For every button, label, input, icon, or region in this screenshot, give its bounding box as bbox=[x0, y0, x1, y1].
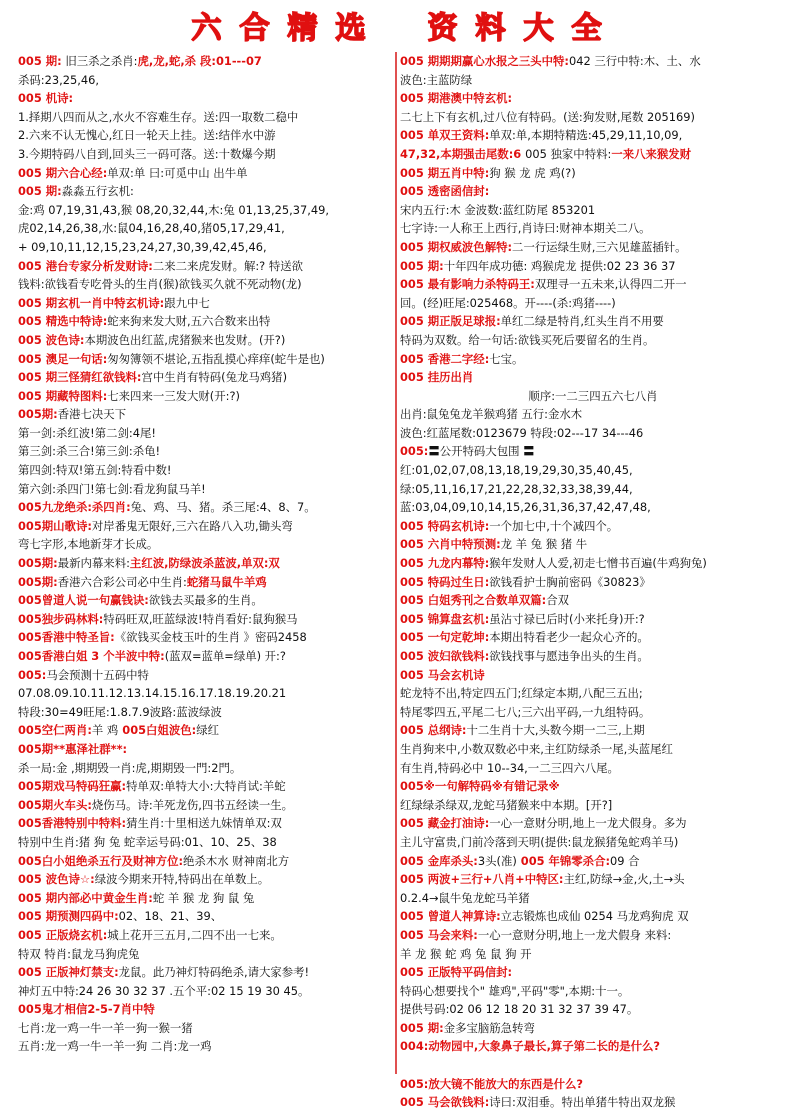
line-label: 主儿守富贵,门前冷落到天明(提供:鼠龙猴猪兔蛇鸡羊马) bbox=[400, 834, 679, 849]
line-text: 单双:单,本期特精选:45,29,11,10,09, bbox=[489, 128, 683, 143]
text-line bbox=[400, 442, 786, 461]
right-column bbox=[400, 52, 786, 1112]
line-text: 淼淼五行玄机: bbox=[61, 184, 134, 199]
text-line bbox=[18, 535, 392, 554]
line-label: 特别中生肖:猪 狗 兔 蛇幸运号码:01、10、25、38 bbox=[18, 834, 277, 849]
line-label: 005 单双王资料: bbox=[400, 128, 490, 143]
text-line bbox=[18, 1037, 392, 1056]
text-line bbox=[400, 814, 786, 833]
line-text: (蓝双=蓝单=绿单) 开:? bbox=[164, 649, 286, 663]
line-label: 钱料:欲钱看专吃骨头的生肖(猴)欲钱买久就不死动物(龙) bbox=[18, 277, 302, 292]
line-text: 猜生肖:十里相送九妹情单双:双 bbox=[126, 816, 282, 831]
line-text: 蛇来狗来发大财,五六合数来出特 bbox=[107, 314, 271, 329]
line-text: 《欲钱买金枝玉叶的生肖 》密码2458 bbox=[114, 630, 307, 645]
text-line bbox=[400, 740, 786, 759]
line-label: 005 马会来料: bbox=[400, 927, 478, 942]
line-text: 香港七决天下 bbox=[57, 407, 127, 422]
text-line bbox=[400, 945, 786, 964]
line-label: 005 锦算盘玄机: bbox=[400, 611, 490, 626]
text-line bbox=[400, 424, 786, 443]
line-text: 匆匆簿领不堪论,五指乱摸心痒痒(蛇牛是也) bbox=[107, 351, 325, 366]
text-line bbox=[18, 1019, 392, 1038]
text-line bbox=[18, 201, 392, 220]
line-label: 特码心想要找个" 雄鸡",平码"零",本期:十一。 bbox=[400, 983, 630, 998]
text-line bbox=[400, 1000, 786, 1019]
line-text: 二来二来虎发财。解:? 特送欲 bbox=[152, 258, 304, 273]
line-label: 005白小姐绝杀五行及财神方位: bbox=[18, 853, 184, 868]
line-label: 005 期六合心经: bbox=[18, 165, 108, 180]
line-label: 特段:30=49旺尾:1.8.7.9波路:蓝波绿波 bbox=[18, 704, 222, 719]
line-label: 005 波妇欲钱料: bbox=[400, 649, 490, 663]
text-line bbox=[400, 350, 786, 369]
title-char: 选 bbox=[335, 11, 366, 46]
text-line bbox=[18, 963, 392, 982]
text-line bbox=[18, 275, 392, 294]
text-line bbox=[400, 721, 786, 740]
text-line bbox=[18, 368, 392, 387]
line-text: 七来四来一三发大财(开:?) bbox=[107, 388, 240, 403]
line-label: 七肖:龙一鸡一牛一羊一狗一猴一猪 bbox=[18, 1020, 193, 1035]
line-label: 宋内五行:木 金波数:蓝红防尾 853201 bbox=[400, 202, 596, 217]
text-line bbox=[400, 535, 786, 554]
text-line bbox=[400, 71, 786, 90]
line-label: 005 最有影响力杀特码王: bbox=[400, 277, 535, 292]
line-text: 单红二绿是特肖,红头生肖不用要 bbox=[500, 314, 664, 329]
line-text: 005 独家中特料: bbox=[525, 146, 612, 161]
text-line bbox=[18, 126, 392, 145]
text-line bbox=[18, 424, 392, 443]
line-label: 特码为双数。给一句话:欲钱买死后要留名的生肖。 bbox=[400, 332, 655, 347]
line-label: 第一剑:杀红波!第二剑:4尾! bbox=[18, 425, 156, 440]
line-label: 005 期: bbox=[18, 54, 62, 68]
line-label: 顺序:一二三四五六七八肖 bbox=[528, 388, 658, 403]
line-label: 005香港中特圣旨: bbox=[18, 630, 115, 645]
line-text: 虽沾寸禄已后时(小来托身)开:? bbox=[489, 611, 645, 626]
line-label: 005空仁两肖: bbox=[18, 723, 92, 738]
text-line bbox=[18, 628, 392, 647]
text-line bbox=[18, 89, 392, 108]
line-label: 红:01,02,07,08,13,18,19,29,30,35,40,45, bbox=[400, 463, 633, 478]
title-char: 全 bbox=[571, 11, 602, 46]
text-line bbox=[18, 684, 392, 703]
line-label: 金:鸡 07,19,31,43,猴 08,20,32,44,木:兔 01,13,25,37,49, bbox=[18, 202, 329, 217]
text-line bbox=[18, 387, 392, 406]
line-label: 005期: bbox=[18, 407, 58, 422]
line-text: 绿红 bbox=[196, 723, 219, 738]
line-label: 005 港台专家分析发财诗: bbox=[18, 258, 153, 273]
line-label: 提供号码:02 06 12 18 20 31 32 37 39 47。 bbox=[400, 1002, 639, 1017]
text-line bbox=[18, 945, 392, 964]
line-label: 005 期正版足球报: bbox=[400, 314, 501, 329]
line-text: 十年四年成功德: 鸡猴虎龙 提供:02 23 36 37 bbox=[443, 258, 676, 273]
text-line bbox=[18, 591, 392, 610]
text-line bbox=[400, 628, 786, 647]
line-label: 005 期: bbox=[18, 184, 62, 199]
title-char: 料 bbox=[475, 11, 506, 46]
line-label: + 09,10,11,12,15,23,24,27,30,39,42,45,46, bbox=[18, 239, 267, 254]
line-label: 005 澳足一句话: bbox=[18, 351, 108, 366]
text-line bbox=[400, 759, 786, 778]
line-label: 神灯五中特:24 26 30 32 37 .五个平:02 15 19 30 45。 bbox=[18, 983, 310, 998]
title-char: 精 bbox=[287, 11, 318, 46]
line-text: 欲钱找事与愿违争出头的生肖。 bbox=[489, 649, 649, 663]
text-line bbox=[18, 257, 392, 276]
line-label: 特尾零四五,平尾二七八;三六出平码,一九组特码。 bbox=[400, 704, 651, 719]
text-line bbox=[400, 870, 786, 889]
line-text: 城上花开三五月,二四不出一七来。 bbox=[107, 927, 282, 942]
line-label: 005:放大镜不能放大的东西是什么? bbox=[400, 1076, 584, 1091]
text-line bbox=[400, 275, 786, 294]
line-text: 跟九中七 bbox=[164, 295, 210, 310]
line-label: 005 九龙内幕特: bbox=[400, 556, 490, 571]
line-label: 虎,龙,蛇,杀 段:01---07 bbox=[137, 54, 262, 68]
line-text: 3头(准) bbox=[477, 853, 517, 868]
line-text: 主红,防绿→金,火,土→头 bbox=[563, 872, 685, 887]
line-text: 蛇 羊 猴 龙 狗 鼠 兔 bbox=[152, 890, 255, 905]
text-line bbox=[18, 740, 392, 759]
title-char: 大 bbox=[523, 11, 554, 46]
line-label: 005 正版神灯禁支: bbox=[18, 965, 119, 980]
title-gap bbox=[380, 6, 414, 50]
text-line bbox=[400, 368, 786, 387]
line-label: 005 香港二字经: bbox=[400, 351, 490, 366]
line-label: 蓝:03,04,09,10,14,15,26,31,36,37,42,47,48, bbox=[400, 500, 651, 515]
line-label: 005曾道人说一句赢钱诀: bbox=[18, 593, 149, 608]
line-label: 005期戏马特码狂赢: bbox=[18, 779, 127, 794]
line-label: 005 精选中特诗: bbox=[18, 314, 108, 329]
line-label: 004:动物园中,大象鼻子最长,算子第二长的是什么? bbox=[400, 1039, 661, 1054]
line-label: 005 一句定乾坤: bbox=[400, 630, 490, 645]
line-text: 诗曰:双泪垂。特出单猪牛特出双龙猴 bbox=[489, 1095, 676, 1110]
line-text: 猴年发财人人爱,初走七憎书百遍(牛鸡狗兔) bbox=[489, 556, 707, 571]
line-label: 005 曾道人神算诗: bbox=[400, 909, 501, 924]
line-label: 005 期权威波色解特: bbox=[400, 239, 513, 254]
text-line bbox=[400, 926, 786, 945]
text-line bbox=[18, 554, 392, 573]
line-label: 005 期预测四码中: bbox=[18, 909, 119, 924]
text-line bbox=[18, 108, 392, 127]
line-label: 005 透密函信封: bbox=[400, 184, 490, 199]
text-line bbox=[400, 201, 786, 220]
line-text: 马会预测十五码中特 bbox=[46, 667, 149, 682]
line-label: 005 年锦零杀合: bbox=[516, 853, 611, 868]
line-text: 双理寻一五未来,认得四二开一 bbox=[534, 277, 687, 292]
text-line bbox=[400, 982, 786, 1001]
line-text: 香港六合彩公司必中生肖: bbox=[57, 574, 187, 589]
text-line bbox=[18, 721, 392, 740]
line-label: 005 期期期赢心水报之三头中特: bbox=[400, 54, 569, 68]
title-char: 资 bbox=[427, 11, 458, 46]
line-label: 0.2.4→鼠牛兔龙蛇马羊猪 bbox=[400, 890, 530, 905]
line-text: 立志锻炼也成仙 0254 马龙鸡狗虎 双 bbox=[500, 909, 689, 924]
line-text: 对岸番鬼无限好,三六在路八入功,锄头弯 bbox=[91, 518, 293, 533]
line-text: 二一行运绿生财,三六见雄蓝插针。 bbox=[512, 239, 687, 254]
line-text: 特码旺双,旺蓝绿波!特肖看好:鼠狗猴马 bbox=[103, 611, 298, 626]
text-line bbox=[18, 889, 392, 908]
text-line bbox=[400, 517, 786, 536]
text-line bbox=[400, 89, 786, 108]
text-line bbox=[400, 889, 786, 908]
text-line bbox=[400, 52, 786, 71]
line-label: 五肖:龙一鸡一牛一羊一狗 二肖:龙一鸡 bbox=[18, 1039, 212, 1054]
page-title bbox=[0, 6, 793, 50]
line-label: 005白姐波色: bbox=[118, 723, 197, 738]
line-text: 绝杀木水 财神南北方 bbox=[183, 853, 290, 868]
text-line bbox=[400, 591, 786, 610]
line-label: 005 马会玄机诗 bbox=[400, 667, 485, 682]
text-line bbox=[400, 907, 786, 926]
line-label: 005 期玄机一肖中特玄机诗: bbox=[18, 295, 165, 310]
title-char: 六 bbox=[191, 11, 222, 46]
text-line bbox=[400, 1056, 786, 1075]
text-line bbox=[18, 982, 392, 1001]
text-line bbox=[400, 1037, 786, 1056]
text-line bbox=[18, 442, 392, 461]
text-line bbox=[400, 294, 786, 313]
text-line bbox=[400, 666, 786, 685]
line-label: 二七上下有玄机,过八位有特码。(送:狗发财,尾数 205169) bbox=[400, 109, 695, 124]
text-line bbox=[18, 703, 392, 722]
column-divider bbox=[395, 52, 397, 1074]
line-label: 005 期内部必中黄金生肖: bbox=[18, 890, 153, 905]
line-label: 蛇猪马鼠牛羊鸡 bbox=[186, 574, 267, 589]
text-line bbox=[18, 71, 392, 90]
line-text: 七宝。 bbox=[489, 351, 524, 366]
line-label: 005独步码林料: bbox=[18, 611, 104, 626]
line-text: 合双 bbox=[546, 593, 570, 608]
line-label: 005 期三怪猜红欲钱料: bbox=[18, 370, 142, 385]
line-text: 一心一意财分明,地上一龙犬假身。多为 bbox=[489, 816, 687, 831]
text-line bbox=[18, 498, 392, 517]
line-label: 005 期五肖中特: bbox=[400, 165, 490, 180]
line-label: 回。(经)旺尾:025468。开----(杀:鸡猪----) bbox=[400, 295, 616, 310]
line-label: 弯七字形,本地新芽才长成。 bbox=[18, 537, 159, 552]
line-label: 07.08.09.10.11.12.13.14.15.16.17.18.19.20.21 bbox=[18, 686, 287, 701]
text-line bbox=[400, 703, 786, 722]
line-text: 羊 鸡 bbox=[91, 723, 119, 738]
text-line bbox=[18, 238, 392, 257]
line-label: 005香港白姐 3 个半波中特: bbox=[18, 649, 165, 663]
line-text: 旧三杀之杀肖: bbox=[61, 54, 138, 68]
line-text: 烧伤马。诗:羊死龙伤,四书五经读一生。 bbox=[91, 797, 294, 812]
text-line bbox=[18, 294, 392, 313]
line-label: 005期: bbox=[18, 574, 58, 589]
line-label: 005鬼才相信2-5-7肖中特 bbox=[18, 1002, 155, 1017]
line-label: 005期**惠泽社群**: bbox=[18, 741, 128, 756]
line-label: 第四剑:特双!第五剑:特看中数! bbox=[18, 463, 172, 478]
line-label: 005九龙绝杀:杀四肖: bbox=[18, 500, 131, 515]
line-label: 005 期港澳中特玄机: bbox=[400, 91, 513, 106]
title-char: 合 bbox=[239, 11, 270, 46]
line-text: 十二生肖十大,头数今期一二三,上期 bbox=[466, 723, 645, 738]
line-text: 龙鼠。此乃神灯特码绝杀,请大家参考! bbox=[118, 965, 310, 980]
line-label: 杀一局:金 ,期期毁一肖:虎,期期毁一門:2門。 bbox=[18, 760, 242, 775]
text-line bbox=[18, 777, 392, 796]
line-label: 七字诗:一人称王上西行,肖诗曰:财神本期关二八。 bbox=[400, 221, 651, 236]
line-text: 金多宝脑筋急转弯 bbox=[443, 1020, 535, 1035]
text-line bbox=[400, 219, 786, 238]
text-line bbox=[400, 238, 786, 257]
line-text: 本期波色出红蓝,虎猪猴来也发财。(开?) bbox=[84, 332, 286, 347]
line-text: 单双:单 曰:可觅中山 出牛单 bbox=[107, 165, 248, 180]
line-label: 生肖狗来中,小数双数必中来,主红防绿杀一尾,头蓝尾红 bbox=[400, 741, 673, 756]
line-label: 005 期藏特图料: bbox=[18, 388, 108, 403]
text-line bbox=[18, 312, 392, 331]
text-line bbox=[400, 777, 786, 796]
text-line bbox=[18, 796, 392, 815]
line-label: 005 波色诗: bbox=[18, 332, 85, 347]
line-label: 005 正版特平码信封: bbox=[400, 965, 513, 980]
text-line bbox=[400, 1019, 786, 1038]
line-label: 虎02,14,26,38,水:鼠04,16,28,40,猪05,17,29,41, bbox=[18, 221, 285, 236]
text-line bbox=[400, 963, 786, 982]
line-text: 欲钱去买最多的生肖。 bbox=[148, 593, 263, 608]
line-label: 47,32,本期强击尾数:6 bbox=[400, 146, 526, 161]
line-label: 005 挂历出肖 bbox=[400, 370, 474, 385]
line-label: 羊 龙 猴 蛇 鸡 兔 鼠 狗 开 bbox=[400, 946, 532, 961]
text-line bbox=[18, 1000, 392, 1019]
line-label: 一来八来猴发财 bbox=[611, 146, 692, 161]
text-line bbox=[400, 1075, 786, 1094]
text-line bbox=[400, 554, 786, 573]
text-line bbox=[18, 517, 392, 536]
text-line bbox=[18, 145, 392, 164]
line-label: 有生肖,特码必中 10--34,一二三四六八尾。 bbox=[400, 760, 619, 775]
text-line bbox=[18, 907, 392, 926]
text-line bbox=[18, 164, 392, 183]
text-line bbox=[400, 852, 786, 871]
text-line bbox=[18, 666, 392, 685]
line-label: 005 总纲诗: bbox=[400, 723, 467, 738]
line-label: 005※一句解特码※有错记录※ bbox=[400, 779, 560, 794]
line-label: 005期火车头: bbox=[18, 797, 92, 812]
line-label: 005: bbox=[400, 444, 429, 459]
line-label: 005 期: bbox=[400, 1020, 444, 1035]
line-text: 一心一意财分明,地上一龙犬假身 来料: bbox=[477, 927, 672, 942]
text-line bbox=[18, 833, 392, 852]
text-line bbox=[400, 498, 786, 517]
line-label: 005: bbox=[18, 667, 47, 682]
line-label: 005 白姐秀刊之合数单双篇: bbox=[400, 593, 547, 608]
line-text: 〓公开特码大包围 〓 bbox=[428, 444, 535, 459]
text-line bbox=[18, 647, 392, 666]
line-text: 本期出特看老少一起众心齐的。 bbox=[489, 630, 649, 645]
line-label: 005 正版烧玄机: bbox=[18, 927, 108, 942]
line-label: 2.六来不认无愧心,红日一轮天上挂。送:结伴水中游 bbox=[18, 128, 276, 143]
text-line bbox=[18, 461, 392, 480]
text-line bbox=[400, 647, 786, 666]
text-line bbox=[18, 926, 392, 945]
line-label: 005 马会欲钱料: bbox=[400, 1095, 490, 1110]
left-column bbox=[18, 52, 392, 1056]
line-label: 绿:05,11,16,17,21,22,28,32,33,38,39,44, bbox=[400, 481, 633, 496]
line-label: 005 金库杀头: bbox=[400, 853, 478, 868]
text-line bbox=[400, 312, 786, 331]
text-line bbox=[18, 350, 392, 369]
line-label: 第三剑:杀三合!第三剑:杀龟! bbox=[18, 444, 161, 459]
line-label: 红绿绿杀绿双,龙蛇马猪猴来中本期。[开?] bbox=[400, 797, 613, 812]
text-line bbox=[400, 610, 786, 629]
text-line bbox=[18, 573, 392, 592]
line-text: 09 合 bbox=[610, 853, 640, 868]
line-label: 005 特码玄机诗: bbox=[400, 518, 490, 533]
line-label: 005 机诗: bbox=[18, 91, 74, 106]
text-line bbox=[18, 405, 392, 424]
text-line bbox=[18, 870, 392, 889]
line-label: 005 六肖中特预测: bbox=[400, 537, 501, 552]
line-text: 欲钱看护士胸前密码《30823》 bbox=[489, 574, 651, 589]
text-line bbox=[18, 331, 392, 350]
line-label: 005 波色诗☆: bbox=[18, 872, 95, 887]
line-text: 兔、鸡、马、猪。杀三尾:4、8、7。 bbox=[130, 500, 316, 515]
line-text: 最新内幕来料: bbox=[57, 556, 130, 571]
line-label: 第六剑:杀四门!第七剑:看龙狗鼠马羊! bbox=[18, 481, 206, 496]
line-label: 1.择期八四而从之,水火不容难生存。送:四一取数二稳中 bbox=[18, 109, 299, 124]
text-line bbox=[400, 1093, 786, 1112]
text-line bbox=[400, 126, 786, 145]
line-label: 3.今期特码八自到,回头三一码可落。送:十数爆今期 bbox=[18, 146, 276, 161]
line-text: 狗 猴 龙 虎 鸡(?) bbox=[489, 165, 576, 180]
line-label: 005期山歌诗: bbox=[18, 518, 92, 533]
text-line bbox=[400, 331, 786, 350]
text-line bbox=[18, 52, 392, 71]
text-line bbox=[18, 852, 392, 871]
text-line bbox=[400, 405, 786, 424]
line-label: 波色:红蓝尾数:0123679 特段:02---17 34---46 bbox=[400, 425, 644, 440]
line-text: 一个加七中,十个减四个。 bbox=[489, 518, 619, 533]
line-text: 特单双:单特大小:大特肖试:羊蛇 bbox=[126, 779, 286, 794]
line-label: 005 藏金打油诗: bbox=[400, 816, 490, 831]
line-text: 02、18、21、39、 bbox=[118, 909, 223, 924]
text-line bbox=[400, 480, 786, 499]
text-line bbox=[400, 573, 786, 592]
text-line bbox=[400, 257, 786, 276]
text-line bbox=[18, 759, 392, 778]
text-line bbox=[400, 461, 786, 480]
text-line bbox=[400, 164, 786, 183]
line-label: 005香港特别中特料: bbox=[18, 816, 127, 831]
line-label: 波色:主蓝防绿 bbox=[400, 72, 473, 87]
line-label: 005 期: bbox=[400, 258, 444, 273]
text-line bbox=[400, 684, 786, 703]
line-text: 宫中生肖有特码(兔龙马鸡猪) bbox=[141, 370, 288, 385]
line-label: 特双 特肖:鼠龙马狗虎兔 bbox=[18, 946, 140, 961]
line-label: 出肖:鼠兔兔龙羊猴鸡猪 五行:金水木 bbox=[400, 407, 583, 422]
text-line bbox=[18, 219, 392, 238]
text-line bbox=[400, 387, 786, 406]
text-line bbox=[18, 610, 392, 629]
text-line bbox=[18, 182, 392, 201]
line-text: 龙 羊 兔 猴 猪 牛 bbox=[500, 537, 588, 552]
text-line bbox=[400, 796, 786, 815]
line-label: 005 特码过生日: bbox=[400, 574, 490, 589]
line-label: 主红波,防绿波杀蓝波,单双:双 bbox=[129, 556, 280, 571]
line-text: 绿波今期来开特,特码出在单数上。 bbox=[94, 872, 270, 887]
line-label: 杀码:23,25,46, bbox=[18, 72, 99, 87]
line-label: 蛇龙特不出,特定四五门;红绿定本期,八配三五出; bbox=[400, 686, 643, 701]
line-label: 005 两波+三行+八肖+中特区: bbox=[400, 872, 564, 887]
text-line bbox=[18, 814, 392, 833]
text-line bbox=[400, 108, 786, 127]
text-line bbox=[18, 480, 392, 499]
text-line bbox=[400, 145, 786, 164]
text-line bbox=[400, 182, 786, 201]
line-label: 005期: bbox=[18, 556, 58, 571]
line-text: 042 三行中特:木、土、水 bbox=[569, 54, 701, 68]
text-line bbox=[400, 833, 786, 852]
